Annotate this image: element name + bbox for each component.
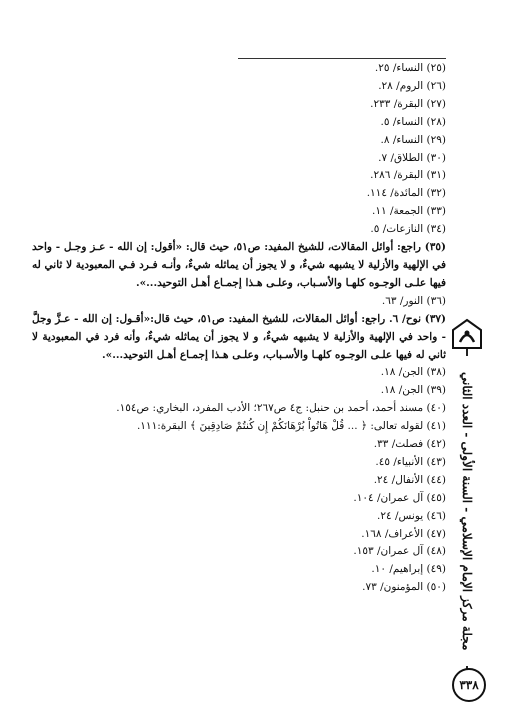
footnote-25: (٢٥) النساء/ ٢٥.	[374, 62, 446, 74]
footnote-45: (٤٥) آل عمران/ ١٠٤.	[353, 491, 446, 504]
footnotes-list	[32, 60, 446, 597]
footnote-27: (٢٧) البقرة/ ٢٣٣.	[370, 97, 446, 110]
footnote-36: (٣٦) النور/ ٦٣.	[381, 294, 446, 307]
footnote-30: (٣٠) الطلاق/ ٧.	[378, 151, 446, 164]
footnote-40: (٤٠) مسند أحمد، أحمد بن حنبل: ج٤ ص٢٦٧؛ الأدب المفرد، البخاري: ص١٥٤.	[116, 402, 446, 415]
footnote-29: (٢٩) النساء/ ٨.	[380, 133, 446, 146]
footnote-44: (٤٤) الأنفال/ ٢٤.	[373, 473, 446, 486]
footnote-separator	[238, 58, 446, 59]
footnote-50: (٥٠) المؤمنون/ ٧٣.	[362, 581, 446, 594]
footnote-33: (٣٣) الجمعة/ ١١.	[372, 205, 446, 218]
footnote-46: (٤٦) يونس/ ٢٤.	[377, 509, 446, 522]
page-number: ٣٣٨	[452, 668, 486, 702]
footnote-35: (٣٥) راجع: أوائل المقالات، للشيخ المفيد: ص٥١، حيث قال: «أقول: إن الله - عـز وجـل - واحد في الإلهية والأزلية لا يشبهه شيءٌ، و لا يجوز أن يماثله شيءٌ، وأنـه فـرد فـي المعبودية لا ثاني له فيها علـى الوجـوه كلهـا والأسـباب، وعلـى هـذا إجمـاع أهـل التوحيد...».	[32, 241, 446, 289]
footnote-37: (٣٧) نوح/ ٦. راجع: أوائل المقالات، للشيخ المفيد: ص٥١، حيث قال:«أقـول: إن الله - عـزَّ وجلَّ - واحد في الإلهية والأزلية لا يشبهه شيءٌ، و لا يجوز أن يماثله شيءٌ، وأنه فرد في المعبودية لا ثاني له فيها علـى الوجـوه كلهـا والأسـباب، وعلـى هـذا إجمـاع أهـل التوحيد...».	[32, 312, 446, 361]
footnote-26: (٢٦) الروم/ ٢٨.	[378, 79, 446, 92]
footnote-42: (٤٢) فصلت/ ٣٣.	[373, 438, 446, 451]
footnote-28: (٢٨) النساء/ ٥.	[380, 115, 446, 128]
footnote-43: (٤٣) الأنبياء/ ٤٥.	[375, 455, 446, 468]
footnote-32: (٣٢) المائدة/ ١١٤.	[366, 187, 446, 200]
footnote-31: (٣١) البقرة/ ٢٨٦.	[370, 169, 446, 182]
footnote-38: (٣٨) الجن/ ١٨.	[380, 366, 446, 379]
footnote-34: (٣٤) النازعات/ ٥.	[370, 223, 446, 236]
journal-logo-icon	[450, 318, 484, 352]
footnote-41: (٤١) لقوله تعالى: ﴿ ... قُلْ هَاتُواْ بُرْهَانَكُمْ إِن كُنتُمْ صَادِقِينَ ﴾ البقرة:١١١.	[136, 420, 446, 433]
journal-title: مجلة مركز الإمام الإسلامي - السنة الأولى - العدد الثاني	[448, 356, 486, 666]
journal-sidebar	[448, 318, 486, 714]
footnote-39: (٣٩) الجن/ ١٨.	[380, 384, 446, 397]
footnote-47: (٤٧) الأعراف/ ١٦٨.	[361, 527, 446, 540]
footnote-48: (٤٨) آل عمران/ ١٥٣.	[353, 545, 446, 558]
footnote-49: (٤٩) إبراهيم/ ١٠.	[371, 563, 446, 576]
